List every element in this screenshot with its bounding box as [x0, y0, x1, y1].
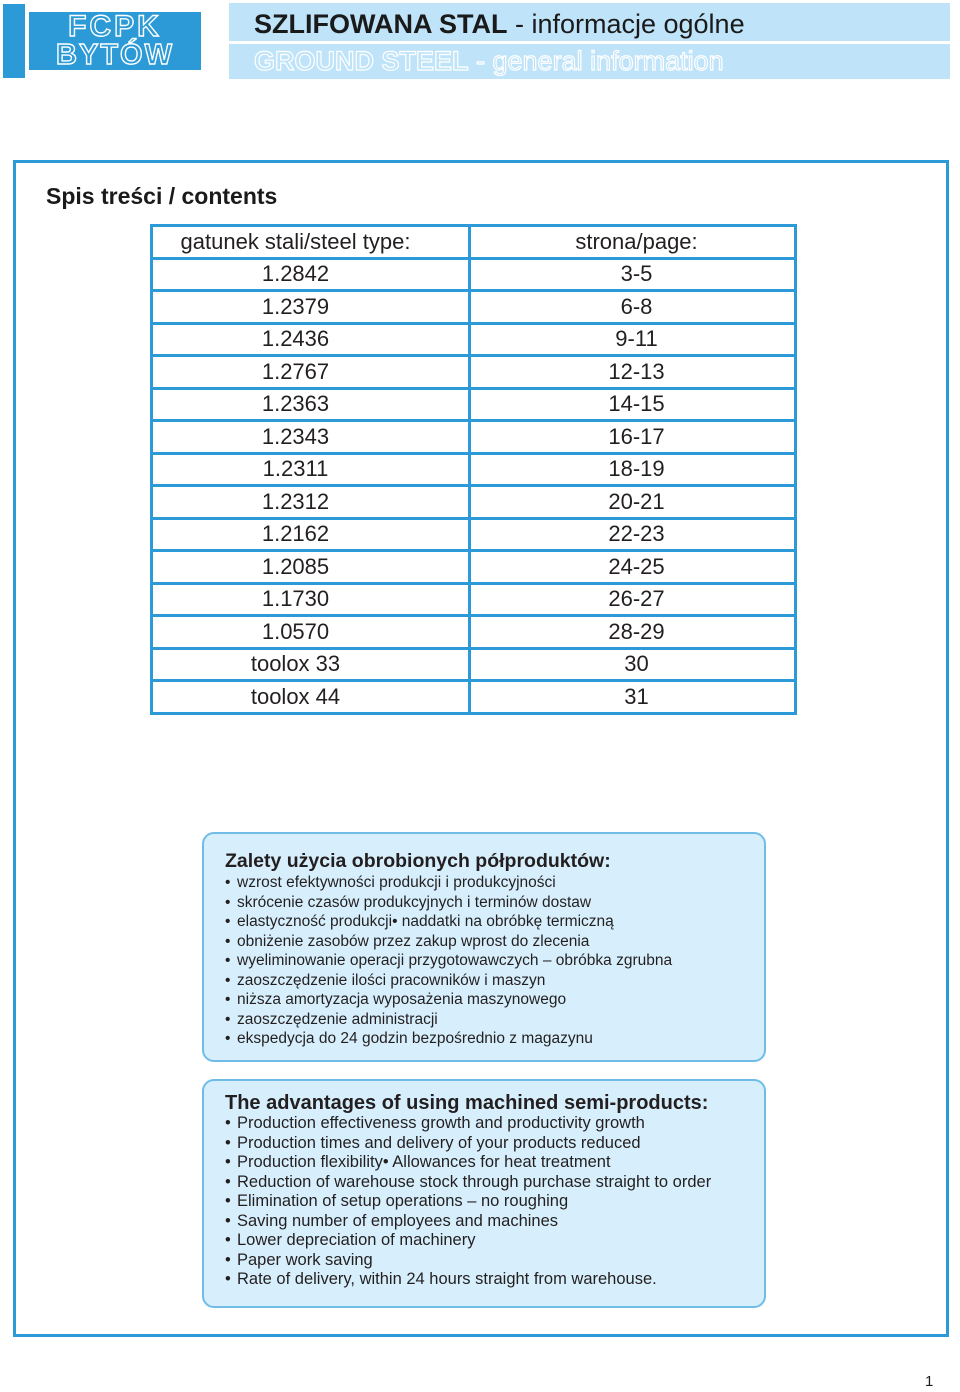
- page-range-cell: 26-27: [470, 583, 796, 616]
- table-row: [152, 681, 796, 714]
- table-row: [152, 356, 796, 389]
- bullet-glyph: •: [225, 1153, 231, 1171]
- table-row: [152, 388, 796, 421]
- list-item: [225, 1231, 711, 1251]
- bullet-glyph: •: [225, 893, 231, 911]
- table-row: [152, 648, 796, 681]
- table-row: [152, 453, 796, 486]
- page-range-cell: 31: [470, 681, 796, 714]
- bullet-glyph: •: [225, 952, 231, 969]
- bullet-glyph: •: [225, 932, 231, 950]
- list-item-text: elastyczność produkcji• naddatki na obróbkę termiczną: [237, 913, 614, 930]
- table-row: [152, 486, 796, 519]
- table-row: [152, 616, 796, 649]
- advantages-list-polish: [225, 873, 672, 1049]
- steel-type-cell: 1.2842: [152, 258, 470, 291]
- logo-line-1: FCPK: [68, 10, 162, 43]
- bullet-glyph: •: [225, 1030, 231, 1047]
- list-item-text: Production flexibility• Allowances for heat treatment: [237, 1153, 611, 1171]
- list-item-text: Saving number of employees and machines: [237, 1211, 559, 1230]
- title-band: [229, 3, 950, 79]
- list-item: [225, 1212, 711, 1232]
- column-header-steel-type: gatunek stali/steel type:: [152, 226, 470, 259]
- list-item-text: ekspedycja do 24 godzin bezpośrednio z magazynu: [237, 1030, 593, 1047]
- table-row: [152, 291, 796, 324]
- page-range-cell: 16-17: [470, 421, 796, 454]
- page-range-cell: 24-25: [470, 551, 796, 584]
- steel-type-cell: 1.2363: [152, 388, 470, 421]
- bullet-glyph: •: [225, 1010, 231, 1028]
- logo-line-2: BYTÓW: [56, 39, 174, 71]
- table-row: [152, 323, 796, 356]
- page-range-cell: 9-11: [470, 323, 796, 356]
- list-item: [225, 873, 672, 893]
- list-item: [225, 1153, 711, 1173]
- steel-type-cell: 1.2312: [152, 486, 470, 519]
- list-item-text: Reduction of warehouse stock through purchase straight to order: [237, 1172, 712, 1191]
- bullet-glyph: •: [225, 874, 231, 891]
- page-range-cell: 18-19: [470, 453, 796, 486]
- list-item: [225, 951, 672, 971]
- list-item-text: skrócenie czasów produkcyjnych i terminów dostaw: [237, 893, 592, 911]
- steel-type-cell: 1.2162: [152, 518, 470, 551]
- page-range-cell: 20-21: [470, 486, 796, 519]
- title-separator: [229, 41, 950, 44]
- table-header-row: [152, 226, 796, 259]
- header-accent-stripe: [3, 4, 25, 78]
- list-item: [225, 1192, 711, 1212]
- steel-type-cell: 1.2767: [152, 356, 470, 389]
- list-item-text: Rate of delivery, within 24 hours straight from warehouse.: [237, 1270, 657, 1288]
- page-range-cell: 30: [470, 648, 796, 681]
- list-item: [225, 990, 672, 1010]
- bullet-glyph: •: [225, 1192, 231, 1210]
- list-item: [225, 893, 672, 913]
- bullet-glyph: •: [225, 971, 231, 989]
- bullet-glyph: •: [225, 1133, 231, 1152]
- advantages-title-polish: Zalety użycia obrobionych półproduktów:: [225, 850, 611, 872]
- bullet-glyph: •: [225, 991, 231, 1008]
- list-item-text: zaoszczędzenie ilości pracowników i maszyn: [237, 971, 546, 989]
- list-item-text: Elimination of setup operations – no roughing: [237, 1192, 569, 1210]
- advantages-list-english: [225, 1114, 711, 1290]
- advantages-title-english: The advantages of using machined semi-products:: [225, 1092, 709, 1114]
- list-item: [225, 1173, 711, 1193]
- list-item-text: niższa amortyzacja wyposażenia maszynowego: [237, 991, 567, 1008]
- advantages-box-english: [202, 1079, 766, 1308]
- list-item: [225, 1114, 711, 1134]
- advantages-box-polish: [202, 832, 766, 1062]
- list-item: [225, 971, 672, 991]
- steel-type-cell: 1.2379: [152, 291, 470, 324]
- steel-type-cell: toolox 33: [152, 648, 470, 681]
- list-item-text: zaoszczędzenie administracji: [237, 1010, 438, 1028]
- page-range-cell: 14-15: [470, 388, 796, 421]
- list-item-text: obniżenie zasobów przez zakup wprost do zlecenia: [237, 932, 590, 950]
- contents-heading: Spis treści / contents: [46, 183, 278, 209]
- page-title-english-rest: - general information: [468, 46, 724, 76]
- steel-type-cell: 1.0570: [152, 616, 470, 649]
- bullet-glyph: •: [225, 1211, 231, 1230]
- page-range-cell: 12-13: [470, 356, 796, 389]
- page-number: 1: [925, 1373, 934, 1390]
- steel-type-cell: toolox 44: [152, 681, 470, 714]
- table-row: [152, 518, 796, 551]
- list-item: [225, 932, 672, 952]
- page-range-cell: 6-8: [470, 291, 796, 324]
- list-item-text: wyeliminowanie operacji przygotowawczych – obróbka zgrubna: [237, 952, 673, 969]
- page-range-cell: 22-23: [470, 518, 796, 551]
- page-range-cell: 3-5: [470, 258, 796, 291]
- table-row: [152, 551, 796, 584]
- steel-type-cell: 1.2436: [152, 323, 470, 356]
- list-item: [225, 1134, 711, 1154]
- page-title-polish: [254, 8, 745, 40]
- company-logo: [29, 12, 201, 70]
- steel-type-cell: 1.1730: [152, 583, 470, 616]
- page-title-english-bold: GROUND STEEL: [254, 46, 469, 76]
- page-range-cell: 28-29: [470, 616, 796, 649]
- bullet-glyph: •: [225, 913, 231, 930]
- bullet-glyph: •: [225, 1114, 231, 1132]
- list-item: [225, 1251, 711, 1271]
- list-item-text: Lower depreciation of machinery: [237, 1231, 476, 1249]
- steel-type-cell: 1.2311: [152, 453, 470, 486]
- table-row: [152, 583, 796, 616]
- table-row: [152, 421, 796, 454]
- page-title-polish-rest: - informacje ogólne: [507, 9, 745, 39]
- list-item-text: Paper work saving: [237, 1250, 373, 1269]
- list-item-text: Production times and delivery of your products reduced: [237, 1133, 641, 1152]
- list-item: [225, 912, 672, 932]
- column-header-page: strona/page:: [470, 226, 796, 259]
- steel-type-cell: 1.2343: [152, 421, 470, 454]
- bullet-glyph: •: [225, 1172, 231, 1191]
- bullet-glyph: •: [225, 1270, 231, 1288]
- list-item-text: Production effectiveness growth and productivity growth: [237, 1114, 645, 1132]
- list-item: [225, 1010, 672, 1030]
- contents-table: [150, 224, 797, 715]
- steel-type-cell: 1.2085: [152, 551, 470, 584]
- list-item-text: wzrost efektywności produkcji i produkcyjności: [237, 874, 556, 891]
- page-title-polish-bold: SZLIFOWANA STAL: [254, 9, 508, 39]
- list-item: [225, 1270, 711, 1290]
- bullet-glyph: •: [225, 1250, 231, 1269]
- page-title-english: [254, 45, 724, 77]
- table-row: [152, 258, 796, 291]
- bullet-glyph: •: [225, 1231, 231, 1249]
- list-item: [225, 1029, 672, 1049]
